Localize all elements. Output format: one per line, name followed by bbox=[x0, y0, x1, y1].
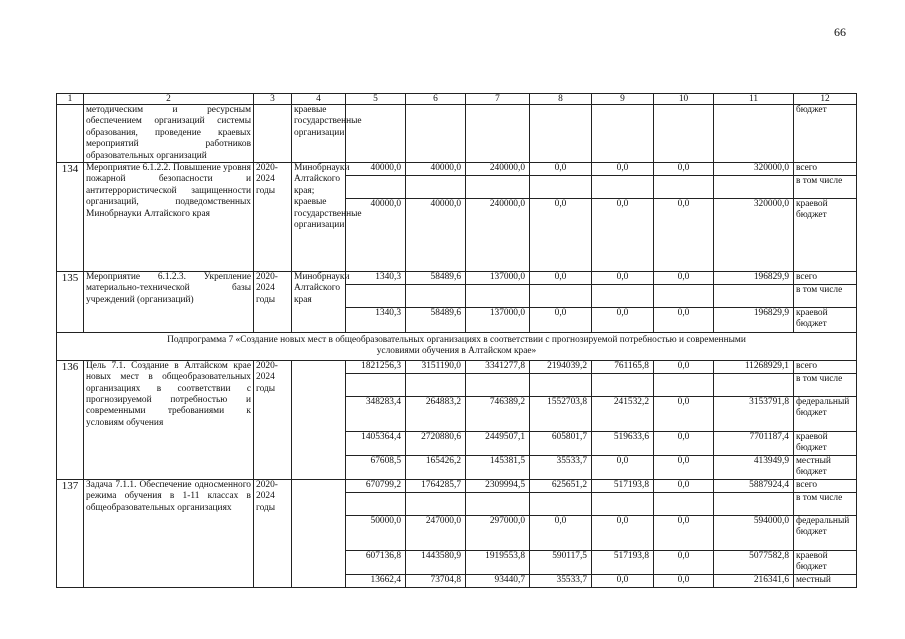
row-name: Задача 7.1.1. Обеспечение односменного режима обучения в 1-11 классах в общеобразовательных организациях bbox=[84, 479, 254, 587]
row-executor bbox=[292, 479, 346, 587]
col-header: 2 bbox=[84, 94, 254, 105]
funding-value: 746389,2 bbox=[466, 396, 530, 431]
header-row bbox=[57, 94, 857, 105]
continuation-row bbox=[57, 105, 857, 163]
funding-value: 2720880,6 bbox=[406, 431, 466, 455]
funding-value bbox=[714, 285, 794, 308]
row-years: 2020-2024 годы bbox=[254, 360, 292, 479]
funding-value bbox=[346, 176, 406, 199]
funding-value: 1340,3 bbox=[346, 272, 406, 285]
row-number: 137 bbox=[57, 479, 84, 587]
funding-source: федеральный бюджет bbox=[794, 396, 857, 431]
row-years: 2020-2024 годы bbox=[254, 163, 292, 272]
funding-value bbox=[592, 492, 654, 515]
funding-value: 0,0 bbox=[592, 308, 654, 333]
budget-table bbox=[56, 93, 857, 588]
funding-source: в том числе bbox=[794, 285, 857, 308]
funding-value: 0,0 bbox=[654, 396, 714, 431]
funding-value: 0,0 bbox=[654, 199, 714, 272]
col-header: 12 bbox=[794, 94, 857, 105]
funding-value: 320000,0 bbox=[714, 199, 794, 272]
funding-value bbox=[592, 176, 654, 199]
col-header: 10 bbox=[654, 94, 714, 105]
funding-value bbox=[654, 492, 714, 515]
table-row bbox=[57, 272, 857, 285]
funding-value: 670799,2 bbox=[346, 479, 406, 492]
row-executor: Минобрнауки Алтайского края; краевые государственные организации bbox=[292, 163, 346, 272]
funding-value: 165426,2 bbox=[406, 455, 466, 479]
funding-value: 137000,0 bbox=[466, 308, 530, 333]
funding-value bbox=[466, 492, 530, 515]
funding-value: 0,0 bbox=[592, 515, 654, 550]
funding-source: краевой бюджет bbox=[794, 431, 857, 455]
funding-value: 1552703,8 bbox=[530, 396, 592, 431]
funding-value: 3153791,8 bbox=[714, 396, 794, 431]
row-executor: Минобрнауки Алтайского края bbox=[292, 272, 346, 333]
funding-value bbox=[714, 373, 794, 396]
funding-value: 517193,8 bbox=[592, 550, 654, 574]
funding-value: 40000,0 bbox=[406, 199, 466, 272]
funding-source: всего bbox=[794, 360, 857, 373]
col-header: 5 bbox=[346, 94, 406, 105]
funding-value: 196829,9 bbox=[714, 308, 794, 333]
row-number: 134 bbox=[57, 163, 84, 272]
col-header: 8 bbox=[530, 94, 592, 105]
funding-value bbox=[654, 373, 714, 396]
funding-value: 0,0 bbox=[654, 163, 714, 176]
funding-value: 240000,0 bbox=[466, 199, 530, 272]
funding-value: 1919553,8 bbox=[466, 550, 530, 574]
row-years: 2020-2024 годы bbox=[254, 272, 292, 333]
col-header: 1 bbox=[57, 94, 84, 105]
funding-value: 58489,6 bbox=[406, 272, 466, 285]
row-name: Цель 7.1. Создание в Алтайском крае новых мест в общеобразовательных организациях в соответствии с прогнозируемой потребностью и современными требованиями к условиям обучения bbox=[84, 360, 254, 479]
funding-value: 0,0 bbox=[654, 360, 714, 373]
funding-value: 137000,0 bbox=[466, 272, 530, 285]
funding-value: 0,0 bbox=[530, 515, 592, 550]
funding-source: в том числе bbox=[794, 176, 857, 199]
funding-value: 40000,0 bbox=[346, 199, 406, 272]
funding-value bbox=[346, 285, 406, 308]
funding-source: в том числе bbox=[794, 373, 857, 396]
continuation-budget: бюджет bbox=[794, 105, 857, 163]
funding-value: 607136,8 bbox=[346, 550, 406, 574]
funding-value: 196829,9 bbox=[714, 272, 794, 285]
funding-source: всего bbox=[794, 272, 857, 285]
funding-value: 1443580,9 bbox=[406, 550, 466, 574]
table-row bbox=[57, 163, 857, 176]
funding-value: 0,0 bbox=[592, 199, 654, 272]
funding-value bbox=[406, 285, 466, 308]
funding-value bbox=[530, 492, 592, 515]
funding-value bbox=[406, 492, 466, 515]
table-row bbox=[57, 479, 857, 492]
funding-value: 0,0 bbox=[654, 272, 714, 285]
funding-value: 93440,7 bbox=[466, 574, 530, 587]
col-header: 4 bbox=[292, 94, 346, 105]
funding-value: 0,0 bbox=[530, 308, 592, 333]
funding-value: 247000,0 bbox=[406, 515, 466, 550]
funding-value: 1405364,4 bbox=[346, 431, 406, 455]
funding-value: 0,0 bbox=[654, 515, 714, 550]
funding-value: 519633,6 bbox=[592, 431, 654, 455]
funding-value: 40000,0 bbox=[406, 163, 466, 176]
funding-value: 605801,7 bbox=[530, 431, 592, 455]
funding-value: 590117,5 bbox=[530, 550, 592, 574]
table-row bbox=[57, 360, 857, 373]
funding-value: 413949,9 bbox=[714, 455, 794, 479]
funding-value bbox=[406, 176, 466, 199]
funding-value: 348283,4 bbox=[346, 396, 406, 431]
funding-value: 2309994,5 bbox=[466, 479, 530, 492]
funding-value: 3341277,8 bbox=[466, 360, 530, 373]
funding-value: 0,0 bbox=[530, 163, 592, 176]
funding-value bbox=[346, 373, 406, 396]
funding-value: 517193,8 bbox=[592, 479, 654, 492]
funding-source: в том числе bbox=[794, 492, 857, 515]
funding-value bbox=[654, 176, 714, 199]
funding-value: 0,0 bbox=[654, 455, 714, 479]
funding-value: 0,0 bbox=[654, 431, 714, 455]
subprogram-row bbox=[57, 333, 857, 361]
funding-value: 0,0 bbox=[654, 308, 714, 333]
funding-value: 264883,2 bbox=[406, 396, 466, 431]
funding-value: 2194039,2 bbox=[530, 360, 592, 373]
funding-value bbox=[466, 285, 530, 308]
funding-value: 3151190,0 bbox=[406, 360, 466, 373]
funding-value: 1764285,7 bbox=[406, 479, 466, 492]
funding-value: 0,0 bbox=[654, 479, 714, 492]
funding-source: всего bbox=[794, 163, 857, 176]
funding-value: 594000,0 bbox=[714, 515, 794, 550]
funding-value bbox=[592, 285, 654, 308]
funding-value bbox=[466, 373, 530, 396]
page-number: 66 bbox=[834, 25, 846, 39]
funding-value: 5887924,4 bbox=[714, 479, 794, 492]
continuation-name: методическим и ресурсным обеспечением организаций системы образования, проведение краевых мероприятий работников образовательных организаций bbox=[84, 105, 254, 163]
col-header: 3 bbox=[254, 94, 292, 105]
funding-value: 73704,8 bbox=[406, 574, 466, 587]
funding-value bbox=[530, 285, 592, 308]
funding-source: краевой бюджет bbox=[794, 308, 857, 333]
funding-value: 0,0 bbox=[592, 272, 654, 285]
funding-value: 0,0 bbox=[654, 550, 714, 574]
funding-value: 1821256,3 bbox=[346, 360, 406, 373]
funding-value bbox=[714, 176, 794, 199]
funding-value: 2449507,1 bbox=[466, 431, 530, 455]
funding-value bbox=[654, 285, 714, 308]
funding-value: 761165,8 bbox=[592, 360, 654, 373]
funding-value bbox=[466, 176, 530, 199]
funding-value: 35533,7 bbox=[530, 455, 592, 479]
funding-source: федеральный бюджет bbox=[794, 515, 857, 550]
funding-value: 35533,7 bbox=[530, 574, 592, 587]
funding-value: 7701187,4 bbox=[714, 431, 794, 455]
funding-source: всего bbox=[794, 479, 857, 492]
col-header: 9 bbox=[592, 94, 654, 105]
funding-value: 625651,2 bbox=[530, 479, 592, 492]
funding-value: 320000,0 bbox=[714, 163, 794, 176]
funding-value bbox=[406, 373, 466, 396]
funding-source: местный bbox=[794, 574, 857, 587]
funding-value: 0,0 bbox=[592, 574, 654, 587]
funding-value: 58489,6 bbox=[406, 308, 466, 333]
row-years: 2020-2024 годы bbox=[254, 479, 292, 587]
funding-value: 0,0 bbox=[530, 199, 592, 272]
col-header: 6 bbox=[406, 94, 466, 105]
funding-value: 40000,0 bbox=[346, 163, 406, 176]
row-number: 135 bbox=[57, 272, 84, 333]
continuation-executor: краевые государственные организации bbox=[292, 105, 346, 163]
funding-value bbox=[592, 373, 654, 396]
funding-value bbox=[714, 492, 794, 515]
col-header: 7 bbox=[466, 94, 530, 105]
table-body bbox=[57, 94, 857, 588]
funding-value: 5077582,8 bbox=[714, 550, 794, 574]
funding-value bbox=[530, 373, 592, 396]
funding-value: 0,0 bbox=[530, 272, 592, 285]
col-header: 11 bbox=[714, 94, 794, 105]
funding-source: краевой бюджет bbox=[794, 550, 857, 574]
row-name: Мероприятие 6.1.2.3. Укрепление материально-технической базы учреждений (организаций) bbox=[84, 272, 254, 333]
funding-value: 241532,2 bbox=[592, 396, 654, 431]
row-executor bbox=[292, 360, 346, 479]
funding-value: 240000,0 bbox=[466, 163, 530, 176]
funding-value: 11268929,1 bbox=[714, 360, 794, 373]
funding-value: 50000,0 bbox=[346, 515, 406, 550]
funding-value: 0,0 bbox=[654, 574, 714, 587]
funding-value: 216341,6 bbox=[714, 574, 794, 587]
funding-value: 67608,5 bbox=[346, 455, 406, 479]
funding-value: 13662,4 bbox=[346, 574, 406, 587]
funding-source: местный бюджет bbox=[794, 455, 857, 479]
subprogram-title: Подпрограмма 7 «Создание новых мест в общеобразовательных организациях в соответствии с прогнозируемой потребностью и современными условиями обучения в Алтайском крае» bbox=[57, 333, 857, 361]
funding-value: 0,0 bbox=[592, 163, 654, 176]
funding-value bbox=[346, 492, 406, 515]
funding-value: 1340,3 bbox=[346, 308, 406, 333]
funding-value: 0,0 bbox=[592, 455, 654, 479]
row-name: Мероприятие 6.1.2.2. Повышение уровня пожарной безопасности и антитеррористической защищенности организаций, подведомственных Минобрнауки Алтайского края bbox=[84, 163, 254, 272]
row-number: 136 bbox=[57, 360, 84, 479]
funding-value: 297000,0 bbox=[466, 515, 530, 550]
funding-source: краевой бюджет bbox=[794, 199, 857, 272]
funding-value: 145381,5 bbox=[466, 455, 530, 479]
funding-value bbox=[530, 176, 592, 199]
